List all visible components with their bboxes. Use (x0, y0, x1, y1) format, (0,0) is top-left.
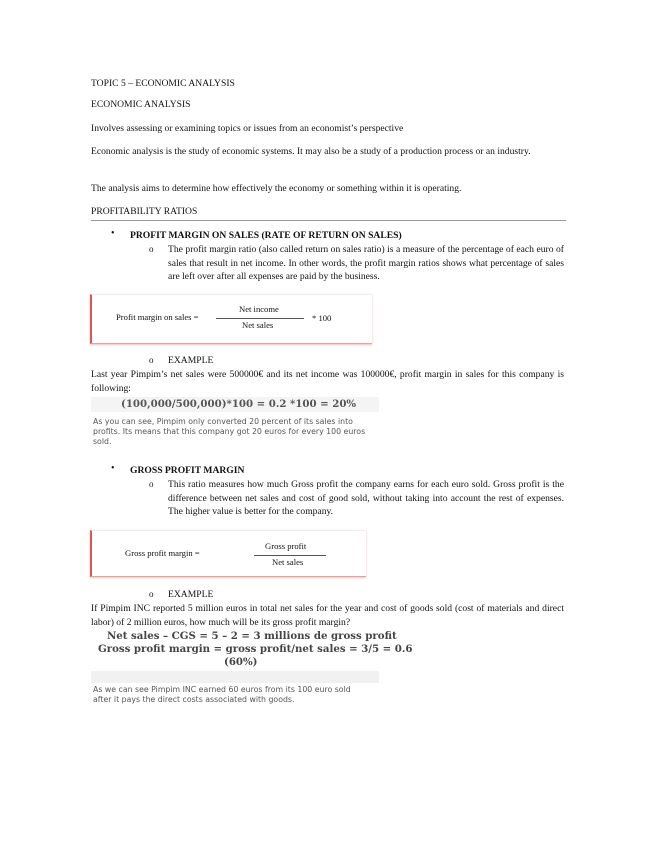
profit-margin-description: The profit margin ratio (also called return on sales ratio) is a measure of the percentage of each euro of sales that result in net income. In other words, the profit margin ratios shows what percentage of sales are left over after all expenses are paid by the business. (168, 244, 564, 282)
bullet-gross-profit-title: GROSS PROFIT MARGIN (130, 465, 245, 476)
topic-title: TOPIC 5 – ECONOMIC ANALYSIS (91, 78, 235, 89)
gross-profit-description: This ratio measures how much Gross profit the company earns for each euro sold. Gross profit is the difference between net sales and cost of good sold, without taking into account the rest of expenses. The higher value is better for the company. (168, 479, 564, 517)
paragraph-economic-analysis: Economic analysis is the study of economic systems. It may also be a study of a production process or an industry. (91, 146, 531, 157)
sub-bullet-marker: o (149, 589, 154, 599)
example-label-1: EXAMPLE (168, 355, 214, 366)
sub-bullet-marker: o (149, 479, 154, 489)
formula-numerator: Gross profit (265, 541, 307, 551)
formula-label: Profit margin on sales = (116, 312, 199, 322)
section-heading-profitability: PROFITABILITY RATIOS (91, 206, 198, 217)
formula-numerator: Net income (239, 304, 279, 314)
paragraph-analysis-aim: The analysis aims to determine how effectively the economy or something within it is operating. (91, 183, 462, 194)
formula-label: Gross profit margin = (125, 548, 200, 558)
fraction-bar (254, 555, 326, 556)
example-calculation: (100,000/500,000)*100 = 0.2 *100 = 20% (121, 398, 357, 410)
example-note: As you can see, Pimpim only converted 20 percent of its sales into profits. Its means that this company got 20 euros for every 100 euros sold. (93, 417, 366, 446)
gross-profit-formula (90, 530, 366, 577)
formula-denominator: Net sales (242, 320, 274, 330)
profit-margin-formula (90, 294, 372, 344)
gross-profit-calc-line-3: (60%) (224, 656, 258, 668)
profit-margin-example-image (91, 397, 379, 449)
gross-profit-note: As we can see Pimpim INC earned 60 euros from its 100 euro sold after it pays the direct costs associated with goods. (93, 685, 351, 704)
sub-bullet-marker: o (149, 244, 154, 254)
bullet-marker: • (111, 228, 115, 239)
section-divider (91, 220, 566, 221)
formula-multiplier: * 100 (312, 313, 332, 323)
gross-profit-calc-line-2: Gross profit margin = gross profit/net sales = 3/5 = 0.6 (98, 643, 413, 655)
example-label-2: EXAMPLE (168, 589, 214, 600)
sub-bullet-marker: o (149, 355, 154, 365)
paragraph-definition: Involves assessing or examining topics or issues from an economist’s perspective (91, 123, 404, 134)
bullet-marker: • (111, 463, 115, 474)
gross-profit-calc-line-1: Net sales – CGS = 5 – 2 = 3 millions de gross profit (107, 630, 397, 642)
section-heading-economic-analysis: ECONOMIC ANALYSIS (91, 99, 191, 110)
fraction-bar (216, 318, 304, 319)
formula-denominator: Net sales (272, 557, 304, 567)
profit-margin-example-text: Last year Pimpim’s net sales were 500000€ and its net income was 100000€, profit margin in sales for this company is following: (91, 369, 564, 394)
bullet-profit-margin-title: PROFIT MARGIN ON SALES (RATE OF RETURN ON SALES) (130, 230, 402, 241)
image-separator (91, 671, 379, 683)
gross-profit-example-image (91, 630, 413, 710)
gross-profit-example-text: If Pimpim INC reported 5 million euros in total net sales for the year and cost of goods sold (cost of materials and direct labor) of 2 million euros, how much will be its gross profit margin? (91, 603, 564, 628)
